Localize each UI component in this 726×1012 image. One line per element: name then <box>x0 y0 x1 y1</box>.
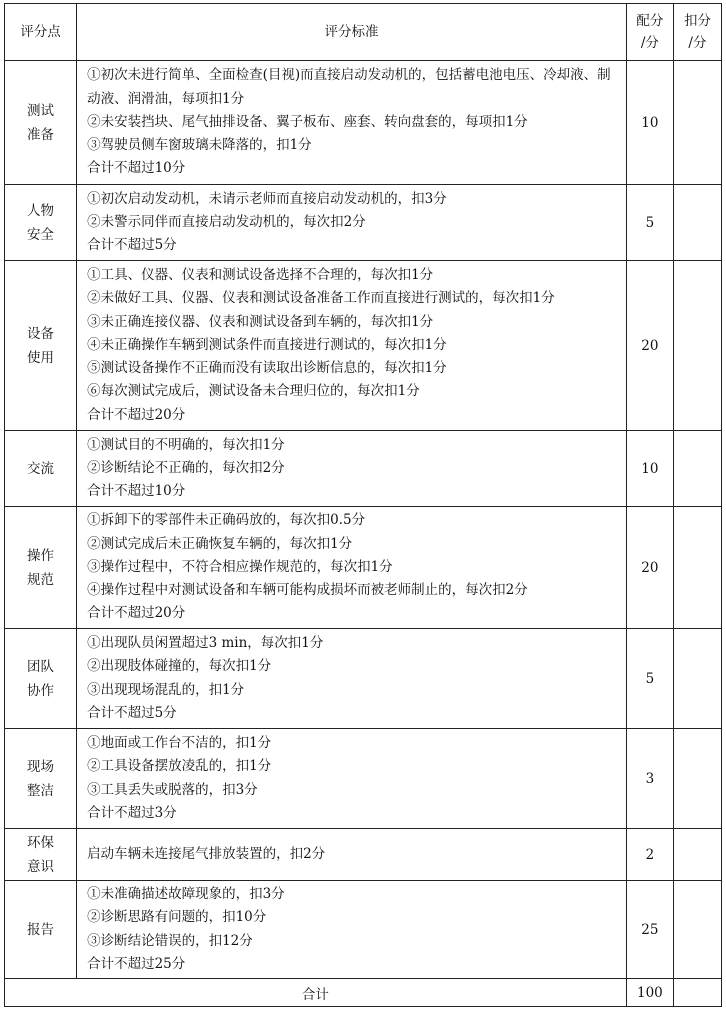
criterion-text: 合计不超过5分 <box>87 704 177 721</box>
scoring-point-text: 意识 <box>27 858 55 875</box>
criterion-text: ②未做好工具、仪器、仪表和测试设备准备工作而直接进行测试的，每次扣1分 <box>87 290 555 307</box>
table-row <box>5 261 722 431</box>
criterion-text: ③诊断结论错误的，扣12分 <box>87 932 253 949</box>
scoring-point-text: 人物 <box>27 202 55 219</box>
scoring-standard-cell <box>77 507 627 629</box>
criterion-text: ①初次启动发动机，未请示老师而直接启动发动机的，扣3分 <box>87 190 447 207</box>
criterion-text: ②测试完成后未正确恢复车辆的，每次扣1分 <box>87 535 353 552</box>
scoring-point-text: 设备 <box>27 325 55 342</box>
scoring-point-cell <box>5 829 77 881</box>
table-header-row <box>5 4 722 61</box>
scoring-standard-cell <box>77 431 627 507</box>
header-deduct-line2: /分 <box>688 35 707 51</box>
deduct-cell <box>673 729 721 829</box>
deduct-cell <box>673 881 721 979</box>
header-score <box>626 4 673 61</box>
scoring-point-cell <box>5 729 77 829</box>
header-deduct-line1: 扣分 <box>683 13 711 29</box>
criterion-text: 合计不超过5分 <box>87 237 177 254</box>
criterion-text: ①未准确描述故障现象的，扣3分 <box>87 886 285 902</box>
scoring-point-cell <box>5 431 77 507</box>
deduct-cell <box>673 629 721 729</box>
scoring-standard-cell <box>77 629 627 729</box>
scoring-point-text: 准备 <box>27 126 55 143</box>
total-row <box>5 979 722 1007</box>
criterion-text: ②工具设备摆放凌乱的，扣1分 <box>87 758 272 775</box>
criterion-text: ③未正确连接仪器、仪表和测试设备到车辆的，每次扣1分 <box>87 313 434 330</box>
table-row <box>5 629 722 729</box>
criterion-text: 合计不超过25分 <box>87 955 186 972</box>
deduct-cell <box>673 261 721 431</box>
criterion-text: 启动车辆未连接尾气排放装置的，扣2分 <box>87 845 326 862</box>
total-label: 合计 <box>5 979 627 1007</box>
scoring-point-text: 安全 <box>27 226 55 243</box>
table-row <box>5 729 722 829</box>
criterion-text: 合计不超过10分 <box>87 483 186 500</box>
score-cell: 5 <box>626 629 673 729</box>
table-row <box>5 431 722 507</box>
scoring-point-cell <box>5 261 77 431</box>
scoring-point-cell <box>5 507 77 629</box>
criterion-text: ⑤测试设备操作不正确而没有读取出诊断信息的，每次扣1分 <box>87 360 447 377</box>
criterion-text: 合计不超过20分 <box>87 406 186 423</box>
scoring-point-cell <box>5 629 77 729</box>
table-row <box>5 881 722 979</box>
scoring-point-text: 协作 <box>27 682 55 699</box>
criterion-text: ②诊断思路有问题的，扣10分 <box>87 909 267 926</box>
score-cell: 10 <box>626 431 673 507</box>
criterion-text: ③操作过程中，不符合相应操作规范的，每次扣1分 <box>87 558 393 575</box>
criterion-text: ②未警示同伴而直接启动发动机的，每次扣2分 <box>87 213 366 230</box>
criterion-text: ①工具、仪器、仪表和测试设备选择不合理的，每次扣1分 <box>87 266 434 283</box>
deduct-cell <box>673 431 721 507</box>
criterion-text: 合计不超过20分 <box>87 605 186 622</box>
scoring-point-text: 团队 <box>27 658 55 675</box>
criterion-text: ②出现肢体碰撞的，每次扣1分 <box>87 658 272 675</box>
scoring-point-cell <box>5 61 77 185</box>
criterion-text: ①出现队员闲置超过3 min，每次扣1分 <box>87 634 324 651</box>
header-point: 评分点 <box>5 4 77 61</box>
scoring-table-container <box>4 3 722 1007</box>
deduct-cell <box>673 507 721 629</box>
scoring-point-text: 现场 <box>27 758 55 775</box>
score-cell: 20 <box>626 261 673 431</box>
deduct-cell <box>673 61 721 185</box>
header-score-line2: /分 <box>640 35 659 51</box>
scoring-point-text: 交流 <box>27 460 55 477</box>
scoring-standard-cell <box>77 881 627 979</box>
scoring-point-text: 测试 <box>27 102 55 119</box>
scoring-standard-cell <box>77 185 627 261</box>
total-deduct <box>673 979 721 1007</box>
deduct-cell <box>673 185 721 261</box>
table-row <box>5 829 722 881</box>
score-cell: 20 <box>626 507 673 629</box>
score-cell: 5 <box>626 185 673 261</box>
criterion-text: ③工具丢失或脱落的，扣3分 <box>87 781 258 798</box>
criterion-text: 合计不超过3分 <box>87 804 177 821</box>
table-row <box>5 185 722 261</box>
scoring-point-text: 报告 <box>27 921 55 938</box>
scoring-standard-cell <box>77 61 627 185</box>
total-score: 100 <box>626 979 673 1007</box>
criterion-text: ④未正确操作车辆到测试条件而直接进行测试的，每次扣1分 <box>87 336 447 353</box>
scoring-point-text: 使用 <box>27 349 55 366</box>
criterion-text: ③驾驶员侧车窗玻璃未降落的，扣1分 <box>87 137 312 154</box>
criterion-text: ④操作过程中对测试设备和车辆可能构成损坏而被老师制止的，每次扣2分 <box>87 582 528 599</box>
score-cell: 2 <box>626 829 673 881</box>
criterion-text: ①拆卸下的零部件未正确码放的，每次扣0.5分 <box>87 512 366 529</box>
scoring-standard-cell <box>77 261 627 431</box>
criterion-text: ⑥每次测试完成后，测试设备未合理归位的，每次扣1分 <box>87 383 420 400</box>
criterion-text: ①测试目的不明确的，每次扣1分 <box>87 436 285 453</box>
scoring-standard-cell <box>77 729 627 829</box>
scoring-point-text: 环保 <box>27 834 55 851</box>
table-row <box>5 507 722 629</box>
score-cell: 10 <box>626 61 673 185</box>
scoring-table <box>4 3 722 1007</box>
criterion-text: ①初次未进行简单、全面检查(目视)而直接启动发动机的，包括蓄电池电压、冷却液、制动液、润滑油，每项扣1分 <box>87 67 611 107</box>
criterion-text: ②未安装挡块、尾气抽排设备、翼子板布、座套、转向盘套的，每项扣1分 <box>87 113 528 130</box>
scoring-point-text: 整洁 <box>27 782 55 799</box>
criterion-text: 合计不超过10分 <box>87 160 186 177</box>
criterion-text: ①地面或工作台不洁的，扣1分 <box>87 734 272 751</box>
scoring-point-cell <box>5 881 77 979</box>
header-standard: 评分标准 <box>77 4 627 61</box>
table-body <box>5 61 722 979</box>
deduct-cell <box>673 829 721 881</box>
scoring-point-cell <box>5 185 77 261</box>
score-cell: 25 <box>626 881 673 979</box>
criterion-text: ③出现现场混乱的，扣1分 <box>87 681 245 698</box>
scoring-standard-cell <box>77 829 627 881</box>
score-cell: 3 <box>626 729 673 829</box>
scoring-point-text: 规范 <box>27 571 55 588</box>
header-deduct <box>673 4 721 61</box>
header-score-line1: 配分 <box>636 13 664 29</box>
criterion-text: ②诊断结论不正确的，每次扣2分 <box>87 459 285 476</box>
scoring-point-text: 操作 <box>27 547 55 564</box>
table-row <box>5 61 722 185</box>
